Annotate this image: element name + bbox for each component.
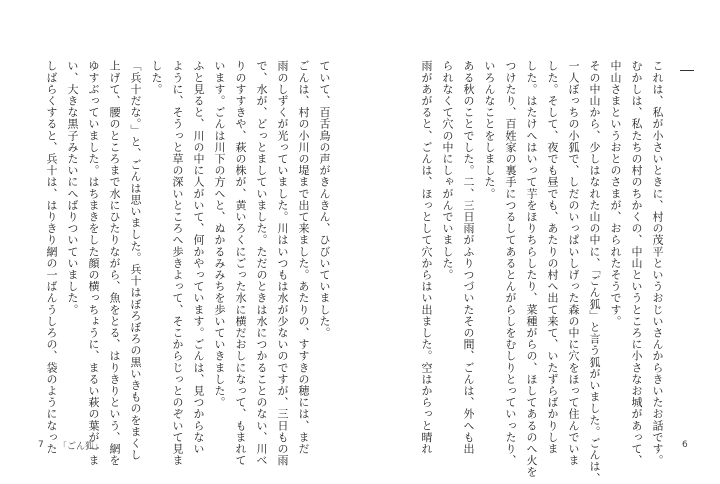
left-page: [0, 0, 360, 466]
text-line: 上げて、腰のところまで水にひたりながら、魚をとる、はりきりという、網を: [108, 60, 121, 466]
right-page: [360, 0, 720, 484]
text-line: ゆすぶっていました。はちまきをした顔の横っちょうに、まるい萩の葉が一ま: [87, 60, 100, 466]
text-line: した。はたけへはいって芋をほりちらしたり、菜種がらの、ほしてあるのへ火を: [525, 60, 538, 478]
text-line: これは、私が小さいときに、村の茂平というおじいさんからきいたお話です。: [651, 60, 664, 466]
text-line: した。そして、夜でも昼でも、あたりの村へ出て来て、いたずらばかりしま: [546, 60, 559, 455]
running-head: 「ごん狐」: [58, 442, 104, 452]
text-line: ある秋のことでした。二、三日雨がふりつづいたその間、ごんは、外へも出: [462, 60, 475, 455]
page-number-right: 6: [682, 440, 688, 450]
text-line: 中山さまというおとのさまが、おられたそうです。: [609, 60, 622, 327]
text-line: ていて、百舌鳥の声がきんきん、ひびいていました。: [318, 60, 331, 339]
text-line: いろんなことをしました。: [483, 60, 496, 200]
text-line: 「兵十だな。」と、ごんは思いました。兵十はぼろぼろの黒いきものをまくし: [129, 60, 142, 461]
text-line: られなくて穴の中にしゃがんでいました。: [441, 60, 454, 281]
text-line: います。ごんは川下の方へと、ぬかるみみちを歩いていきました。: [213, 60, 226, 408]
text-line: で、水が、どっとましていました。ただのときは水につかることのない、川べ: [255, 60, 268, 466]
text-line: ごんは、村の小川の堤まで出て来ました。あたりの、すすきの穂には、まだ: [297, 60, 310, 455]
text-line: 雨があがると、ごんは、ほっとして穴からはい出ました。空はからっと晴れ: [420, 60, 433, 455]
text-line: 一人ぼっちの小狐で、しだのいっぱいしげった森の中に穴をほって住んでいま: [567, 60, 580, 466]
text-line: むかしは、私たちの村のちかくの、中山というところに小さなお城があって、: [630, 60, 643, 466]
text-line: した。: [150, 60, 163, 95]
text-line: つけたり、百姓家の裏手につるしてあるとんがらしをむしりとっていったり、: [504, 60, 517, 466]
text-line: い、大きな黒子みたいにへばりついていました。: [66, 60, 79, 316]
chapter-mark: [680, 70, 694, 71]
text-line: 雨のしずくが光っていました。川はいつもは水が少ないのですが、三日もの雨: [276, 60, 289, 466]
text-line: その中山から、少しはなれた山の中に、「ごん狐」と言う狐がいました。ごんは、: [588, 60, 601, 484]
text-line: ふと見ると、川の中に人がいて、何かやっています。ごんは、見つからない: [192, 60, 205, 455]
page-number-left: 7: [38, 440, 44, 450]
text-line: りのすすきや、萩の株が、黄いろくにごった水に横だおしになって、もまれて: [234, 60, 247, 466]
text-line: ように、そうっと草の深いところへ歩きよって、そこからじっとのぞいて見ま: [171, 60, 184, 466]
text-line: しばらくすると、兵十は、はりきり網の一ばんうしろの、袋のようになった: [45, 60, 58, 455]
